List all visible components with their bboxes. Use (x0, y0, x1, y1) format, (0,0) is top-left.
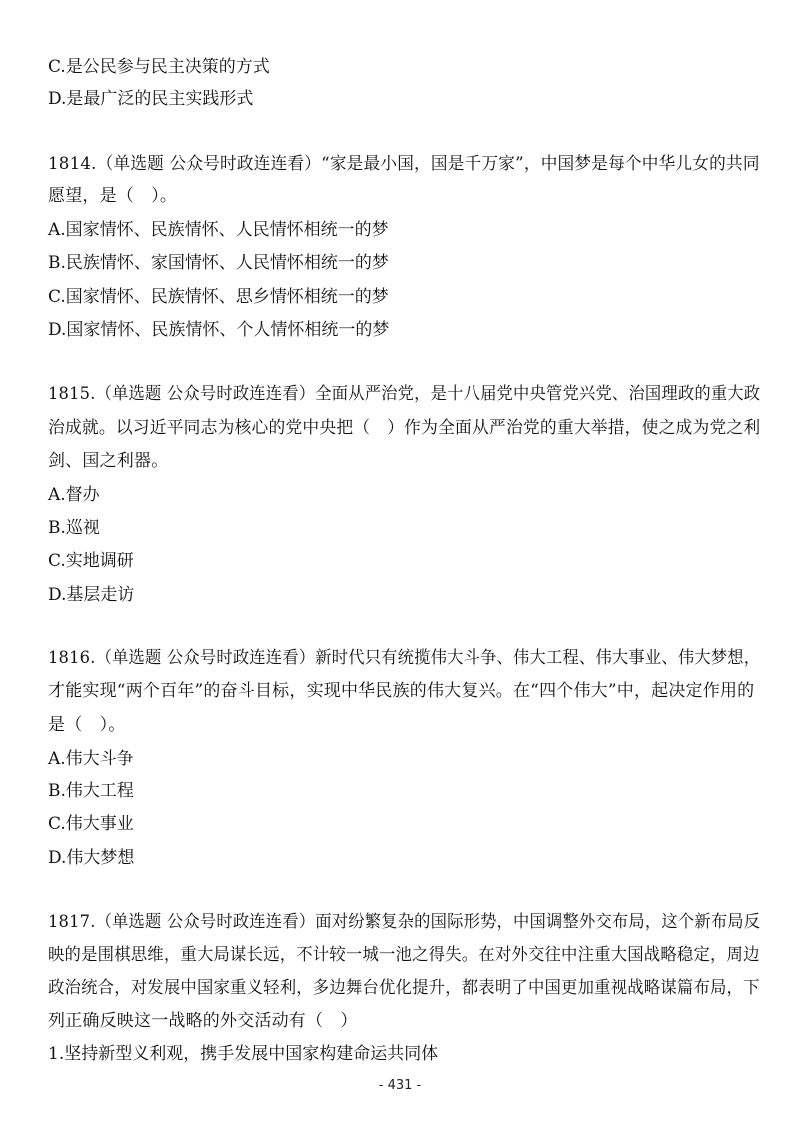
question-1817-stem-line-2: 映的是围棋思维，重大局谋长远，不计较一城一池之得失。在对外交往中注重大国战略稳定，周边 (48, 945, 760, 965)
question-1815-stem-line-2: 治成就。以习近平同志为核心的党中央把（ ）作为全面从严治党的重大举措，使之成为党之利 (48, 418, 761, 438)
question-1816-option-d: D.伟大梦想 (48, 848, 135, 868)
question-1815-stem-line-3: 剑、国之利器。 (48, 451, 169, 471)
question-1815-option-b: B.巡视 (48, 518, 100, 538)
question-1817-stem-line-1: 1817.（单选题 公众号时政连连看）面对纷繁复杂的国际形势，中国调整外交布局，这个新布局反 (48, 912, 761, 932)
question-1814-option-b: B.民族情怀、家国情怀、人民情怀相统一的梦 (48, 253, 389, 273)
page-number: - 431 - (378, 1078, 422, 1093)
question-1817-stem-line-4: 列正确反映这一战略的外交活动有（ ） (48, 1011, 358, 1031)
question-1816-option-b: B.伟大工程 (48, 781, 134, 801)
question-1815-option-c: C.实地调研 (48, 551, 134, 571)
option-d-prev: D.是最广泛的民主实践形式 (48, 89, 254, 109)
question-1816-stem-line-1: 1816.（单选题 公众号时政连连看）新时代只有统揽伟大斗争、伟大工程、伟大事业、伟大梦想， (48, 648, 761, 668)
question-1815-stem-line-1: 1815.（单选题 公众号时政连连看）全面从严治党，是十八届党中央管党兴党、治国理政的重大政 (48, 384, 761, 404)
question-1814-option-d: D.国家情怀、民族情怀、个人情怀相统一的梦 (48, 320, 390, 340)
question-1815-option-d: D.基层走访 (48, 585, 135, 605)
question-1816-option-a: A.伟大斗争 (48, 749, 134, 769)
question-1814-option-a: A.国家情怀、民族情怀、人民情怀相统一的梦 (48, 220, 389, 240)
question-1814-stem-line-2: 愿望，是（ ）。 (48, 186, 178, 206)
question-1814-stem-line-1: 1814.（单选题 公众号时政连连看）“家是最小国，国是千万家”，中国梦是每个中华儿女的共同 (48, 154, 760, 174)
question-1816-option-c: C.伟大事业 (48, 814, 134, 834)
question-1816-stem-line-2: 才能实现“两个百年”的奋斗目标，实现中华民族的伟大复兴。在“四个伟大”中，起决定作用的 (48, 681, 755, 701)
question-1815-option-a: A.督办 (48, 485, 100, 505)
question-1817-option-1: 1.坚持新型义利观，携手发展中国家构建命运共同体 (48, 1044, 439, 1064)
question-1817-stem-line-3: 政治统合，对发展中国家重义轻利，多边舞台优化提升，都表明了中国更加重视战略谋篇布局，下 (48, 978, 760, 998)
question-1814-option-c: C.国家情怀、民族情怀、思乡情怀相统一的梦 (48, 287, 389, 307)
question-1816-stem-line-3: 是（ ）。 (48, 715, 126, 735)
option-c-prev: C.是公民参与民主决策的方式 (48, 57, 270, 77)
